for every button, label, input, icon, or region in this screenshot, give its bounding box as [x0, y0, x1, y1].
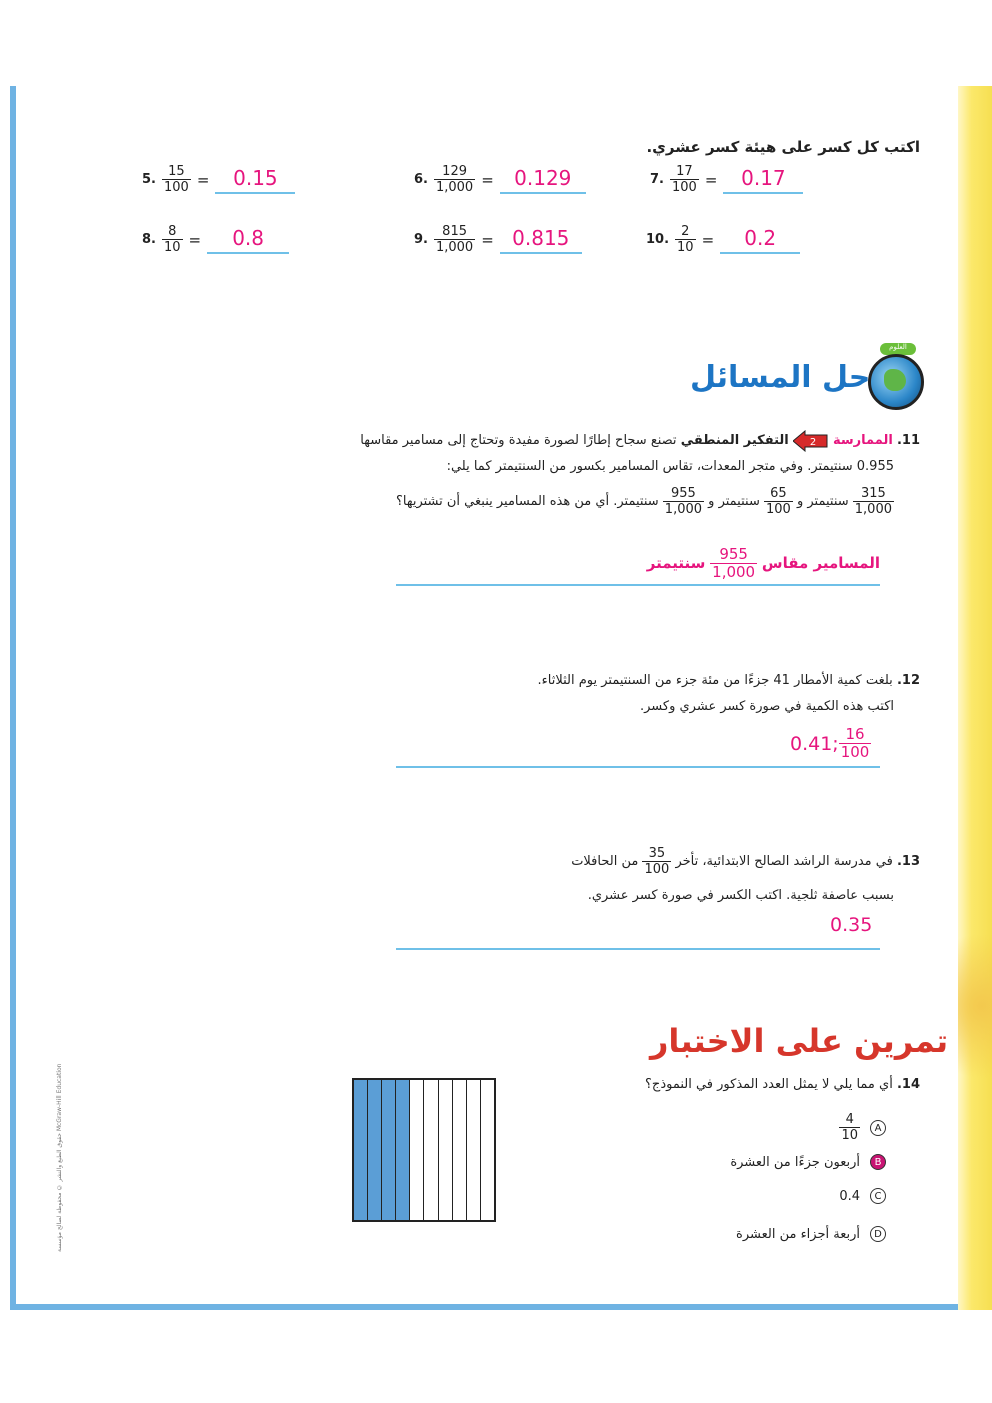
denominator: 100: [765, 502, 791, 517]
topic-label: التفكير المنطقي: [680, 433, 789, 448]
denominator: 100: [671, 180, 697, 195]
fraction: [764, 486, 793, 517]
instruction-text: اكتب كل كسر على هيئة كسر عشري.: [646, 138, 920, 156]
answer-field[interactable]: 0.17: [723, 166, 803, 194]
fraction: [434, 224, 475, 255]
exercise-number: 6.: [414, 172, 428, 187]
option-text: أربعون جزءًا من العشرة: [730, 1154, 860, 1170]
exercise-number: 9.: [414, 232, 428, 247]
denominator: 10: [163, 240, 181, 255]
denominator: 1,000: [854, 502, 892, 517]
option-letter[interactable]: D: [870, 1226, 886, 1242]
practice-label: الممارسة: [833, 433, 893, 448]
question-text: تصنع سجاح إطارًا لصورة مفيدة وتحتاج إلى مسامير مقاسها: [360, 433, 677, 448]
question-12: [400, 668, 920, 720]
question-text: في مدرسة الراشد الصالح الابتدائية، تأخر: [675, 854, 893, 869]
option-letter[interactable]: C: [870, 1188, 886, 1204]
model-bar-filled: [368, 1080, 382, 1220]
answer-line-13[interactable]: [396, 948, 880, 950]
option-letter-selected[interactable]: B: [870, 1154, 886, 1170]
exercise-number: 10.: [646, 232, 670, 247]
exercise-8: [142, 224, 289, 255]
fraction: [670, 164, 699, 195]
answer-field[interactable]: 0.129: [500, 166, 586, 194]
model-bar-empty: [467, 1080, 481, 1220]
question-text: من الحافلات: [571, 854, 639, 869]
denominator: 100: [644, 862, 670, 877]
question-13-answer: 0.35: [830, 914, 873, 936]
question-11: [190, 428, 920, 517]
question-13-line1: [400, 846, 920, 877]
question-text: أي مما يلي لا يمثل العدد المذكور في النموذج؟: [645, 1077, 893, 1092]
answer-field[interactable]: 0.15: [215, 166, 295, 194]
denominator: 1,000: [435, 180, 474, 195]
question-number: 12.: [896, 673, 920, 688]
section-title: حل المسائل: [690, 360, 871, 395]
globe-icon: [868, 354, 924, 410]
exercise-number: 8.: [142, 232, 156, 247]
fraction: [675, 224, 696, 255]
answer-text: سنتيمتر: [646, 554, 706, 572]
fraction: [853, 486, 894, 517]
question-14: [520, 1072, 920, 1098]
exercise-5: [142, 164, 295, 195]
option-fraction: [839, 1112, 860, 1143]
test-practice-title: تمرين على الاختبار: [650, 1022, 949, 1060]
numerator: 8: [162, 224, 183, 240]
option-b[interactable]: [600, 1154, 886, 1170]
denominator: 100: [840, 743, 870, 761]
numerator: 17: [670, 164, 699, 180]
question-number: 13.: [896, 854, 920, 869]
question-11-answer: [560, 546, 880, 581]
question-13-line2: بسبب عاصفة ثلجية. اكتب الكسر في صورة كسر عشري.: [587, 888, 894, 903]
exercise-9: [414, 224, 582, 255]
equals-sign: =: [481, 170, 494, 189]
answer-field[interactable]: 0.815: [500, 226, 582, 254]
model-bar-empty: [481, 1080, 494, 1220]
numerator: 15: [162, 164, 191, 180]
answer-line-11[interactable]: [396, 584, 880, 586]
question-text: سنتيمتر. أي من هذه المسامير ينبغي أن تشتريها؟: [395, 494, 659, 509]
numerator: 315: [853, 486, 894, 502]
model-bar-filled: [382, 1080, 396, 1220]
option-text: أربعة أجزاء من العشرة: [736, 1226, 860, 1242]
fraction: [642, 846, 671, 877]
option-letter[interactable]: A: [870, 1120, 886, 1136]
question-text: سنتيمتر و: [708, 494, 760, 509]
decorative-yellow-strip: [958, 86, 992, 1310]
answer-fraction: [839, 726, 872, 761]
question-number: 14.: [896, 1077, 920, 1092]
numerator: 815: [434, 224, 475, 240]
exercise-number: 5.: [142, 172, 156, 187]
fraction: [434, 164, 475, 195]
answer-fraction: [710, 546, 757, 581]
equals-sign: =: [188, 230, 202, 249]
exercise-6: [414, 164, 586, 195]
question-text: بلغت كمية الأمطار 41 جزءًا من مئة جزء من السنتيمتر يوم الثلاثاء.: [537, 673, 893, 688]
question-11-line3: [190, 486, 920, 517]
question-11-line1: [190, 428, 920, 454]
answer-field[interactable]: 0.8: [207, 226, 289, 254]
copyright-side-text: حقوق الطبع والنشر © محفوظة لصالح مؤسسة McGraw-Hill Education: [56, 1063, 63, 1252]
question-12-line2: اكتب هذه الكمية في صورة كسر عشري وكسر.: [640, 699, 894, 714]
option-c[interactable]: [680, 1188, 886, 1204]
question-text: سنتيمتر و: [796, 494, 849, 509]
denominator: 1,000: [664, 502, 703, 517]
answer-line-12[interactable]: [396, 766, 880, 768]
option-d[interactable]: [600, 1226, 886, 1242]
model-bar-filled: [396, 1080, 410, 1220]
fraction: [162, 224, 183, 255]
question-12-answer: [790, 726, 871, 761]
exercise-number: 7.: [650, 172, 664, 187]
practice-arrow-icon: [793, 430, 829, 452]
equals-sign: =: [701, 230, 715, 249]
denominator: 1,000: [712, 563, 756, 581]
option-text: 0.4: [839, 1188, 860, 1204]
question-12-line1: [400, 668, 920, 694]
model-bar-filled: [354, 1080, 368, 1220]
answer-field[interactable]: 0.2: [720, 226, 800, 254]
fraction: [663, 486, 704, 517]
denominator: 10: [677, 240, 694, 255]
numerator: 955: [663, 486, 704, 502]
equals-sign: =: [481, 230, 494, 249]
answer-text: المسامير مقاس: [761, 554, 880, 572]
model-bar-empty: [439, 1080, 453, 1220]
answer-decimal: 0.41;: [790, 732, 839, 755]
numerator: 129: [434, 164, 475, 180]
numerator: 4: [839, 1112, 860, 1128]
left-border: [10, 86, 16, 1310]
question-13: [400, 846, 920, 909]
model-bar-empty: [424, 1080, 438, 1220]
practice-number: 2: [809, 436, 817, 448]
numerator: 16: [839, 726, 872, 744]
denominator: 1,000: [435, 240, 474, 255]
question-number: 11.: [896, 433, 920, 448]
fraction: [162, 164, 191, 195]
bottom-border: [10, 1304, 992, 1310]
globe-tag: العلوم: [880, 343, 916, 355]
numerator: 955: [710, 546, 757, 564]
question-11-line2: 0.955 سنتيمتر. وفي متجر المعدات، تقاس المسامير بكسور من السنتيمتر كما يلي:: [446, 459, 894, 474]
tenths-model: [352, 1078, 496, 1222]
exercise-7: [650, 164, 803, 195]
denominator: 100: [163, 180, 189, 195]
denominator: 10: [841, 1128, 858, 1143]
equals-sign: =: [704, 170, 718, 189]
model-bar-empty: [410, 1080, 424, 1220]
model-bar-empty: [453, 1080, 467, 1220]
numerator: 65: [764, 486, 793, 502]
equals-sign: =: [196, 170, 210, 189]
numerator: 2: [675, 224, 696, 240]
numerator: 35: [642, 846, 671, 862]
exercise-10: [646, 224, 800, 255]
option-a[interactable]: [680, 1112, 886, 1143]
